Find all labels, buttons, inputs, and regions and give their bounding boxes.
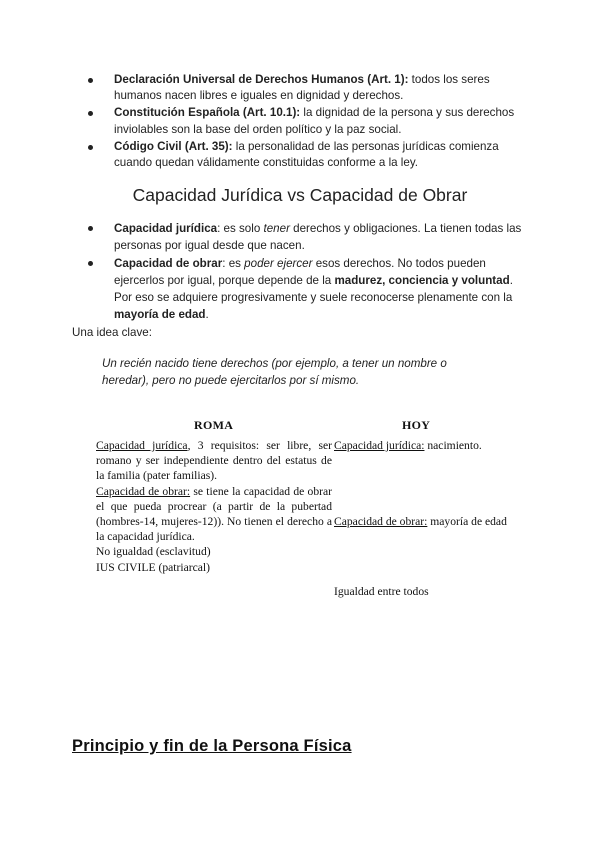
term-obrar: Capacidad de obrar	[114, 257, 223, 270]
text-span: esos derechos. No todos pueden ejercerlos por igual, porque depende de la	[114, 257, 486, 287]
text-span: derechos y obligaciones. La tienen todas las personas por igual desde que nacen.	[114, 222, 522, 252]
column-header-roma: ROMA	[194, 418, 234, 432]
roma-capacidad-obrar	[96, 484, 332, 545]
text-span: .	[205, 308, 209, 321]
hoy-capacidad-obrar	[334, 514, 530, 529]
list-item	[88, 105, 538, 137]
capacidades-list	[88, 220, 534, 324]
hoy-capacidad-juridica	[334, 438, 530, 453]
term-text: nacimiento.	[424, 439, 482, 452]
bullet-icon	[88, 111, 93, 116]
term-label: Capacidad jurídica:	[334, 439, 425, 452]
term-label: Capacidad de obrar:	[334, 515, 428, 528]
comparison-table	[90, 414, 530, 604]
bullet-icon	[88, 145, 93, 150]
bullet-icon	[88, 78, 93, 83]
ref-text: la dignidad de la persona y sus derechos inviolables son la base del orden político y la paz social.	[114, 106, 515, 136]
term-juridica: Capacidad jurídica	[114, 222, 218, 235]
term-text: mayoría de edad	[427, 515, 507, 528]
roma-no-igualdad: No igualdad (esclavitud)	[96, 545, 211, 559]
italic-span: poder ejercer	[244, 257, 313, 270]
text-span: . Por eso se adquiere progresivamente y suele reconocerse plenamente con la	[114, 274, 513, 304]
term-text: se tiene la capacidad de obrar el que pueda procrear (a partir de la pubertad (hombres-14, mujeres-12)). No tienen el derecho a la capacidad jurídica.	[96, 484, 332, 544]
roma-capacidad-juridica	[96, 438, 332, 484]
roma-ius-civile: IUS CIVILE (patriarcal)	[96, 560, 210, 574]
text-span: : es	[222, 257, 245, 270]
term-label: Capacidad jurídica	[96, 439, 188, 452]
bullet-icon	[88, 261, 93, 266]
ref-text: todos los seres humanos nacen libres e iguales en dignidad y derechos.	[114, 73, 490, 103]
ref-text: la personalidad de las personas jurídicas comienza cuando quedan válidamente constituidas conforme a la ley.	[114, 139, 499, 170]
bold-span: mayoría de edad	[114, 308, 206, 321]
idea-clave-quote: Un recién nacido tiene derechos (por ejemplo, a tener un nombre o heredar), pero no puede ejercitarlos por sí mismo.	[102, 357, 447, 387]
list-item	[88, 220, 534, 254]
italic-span: tener	[263, 222, 290, 235]
roma-column	[96, 438, 332, 575]
bullet-icon	[88, 226, 93, 231]
ref-title: Código Civil (Art. 35):	[114, 139, 233, 153]
idea-clave-label: Una idea clave:	[72, 326, 152, 339]
hoy-igualdad: Igualdad entre todos	[334, 585, 429, 598]
list-item	[88, 255, 534, 323]
list-item	[88, 72, 538, 104]
list-item	[88, 139, 538, 171]
text-span: : es solo	[217, 222, 264, 235]
bold-span: madurez, conciencia y voluntad	[334, 274, 510, 287]
section-heading: Capacidad Jurídica vs Capacidad de Obrar	[132, 185, 468, 205]
legal-references-list	[88, 72, 538, 172]
ref-title: Declaración Universal de Derechos Humanos (Art. 1):	[114, 73, 409, 86]
column-header-hoy: HOY	[402, 418, 431, 432]
term-text: , 3 requisitos: ser libre, ser romano y ser independiente dentro del estatus de la familia (pater familias).	[96, 439, 332, 483]
ref-title: Constitución Española (Art. 10.1):	[114, 106, 301, 120]
next-section-title: Principio y fin de la Persona Física	[72, 737, 352, 755]
term-label: Capacidad de obrar:	[96, 484, 191, 498]
